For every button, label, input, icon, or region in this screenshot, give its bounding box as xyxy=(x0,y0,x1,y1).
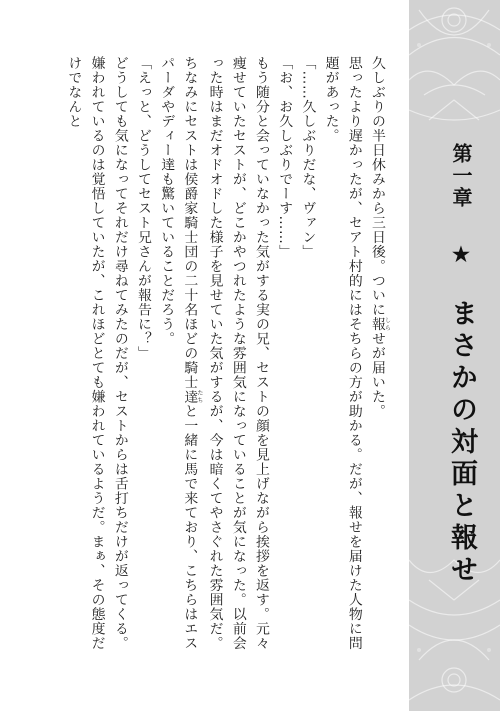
paragraph: ちなみにセストは侯爵家騎士団の二十名ほどの騎士達たちと一緒に馬で来ており、こちらはエスパーダやディー達も驚いていることだろう。 xyxy=(158,56,203,651)
chapter-heading xyxy=(427,143,481,587)
paragraph: どうしても気になってそれだけ尋ねてみたのだが、セストからは舌打ちだけが返ってくる。嫌われているのは覚悟していたが、これほどとても嫌われているようだ。まぁ、その態度だけでなんと xyxy=(65,56,128,651)
body-text xyxy=(55,56,390,656)
star-icon: ★ xyxy=(449,242,473,266)
dialogue-line: 「……久しぶりだな、ヴァン」 xyxy=(299,56,316,259)
dialogue-line: 「えっと、どうしてセスト兄さんが報告に？」 xyxy=(134,56,151,361)
dialogue-line: 「お、お久しぶりでーす……」 xyxy=(276,56,293,259)
chapter-number: 第一章 xyxy=(449,143,473,209)
chapter-title-text: まさかの対面と報せ xyxy=(446,299,477,587)
paragraph: 久しぶりの半日休みから三日後。ついに報しらせが届いた。 xyxy=(369,56,391,419)
paragraph: 思ったより遅かったが、セアト村的にはそちらの方が助かる。だが、報せを届けた人物に問題があった。 xyxy=(322,56,362,651)
ruby-annotation: 報しら xyxy=(369,317,391,332)
ruby-annotation: 達たち xyxy=(181,389,203,404)
paragraph: もう随分と会っていなかった気がする実の兄、セストの顔を見上げながら挨拶を返す。元々痩せていたセストが、どこかやつれたような雰囲気になっていることが気になった。以前会った時はまだオドオドした様子を見せていた気がするが、今は暗くてやさぐれた雰囲気だ。 xyxy=(206,56,269,651)
